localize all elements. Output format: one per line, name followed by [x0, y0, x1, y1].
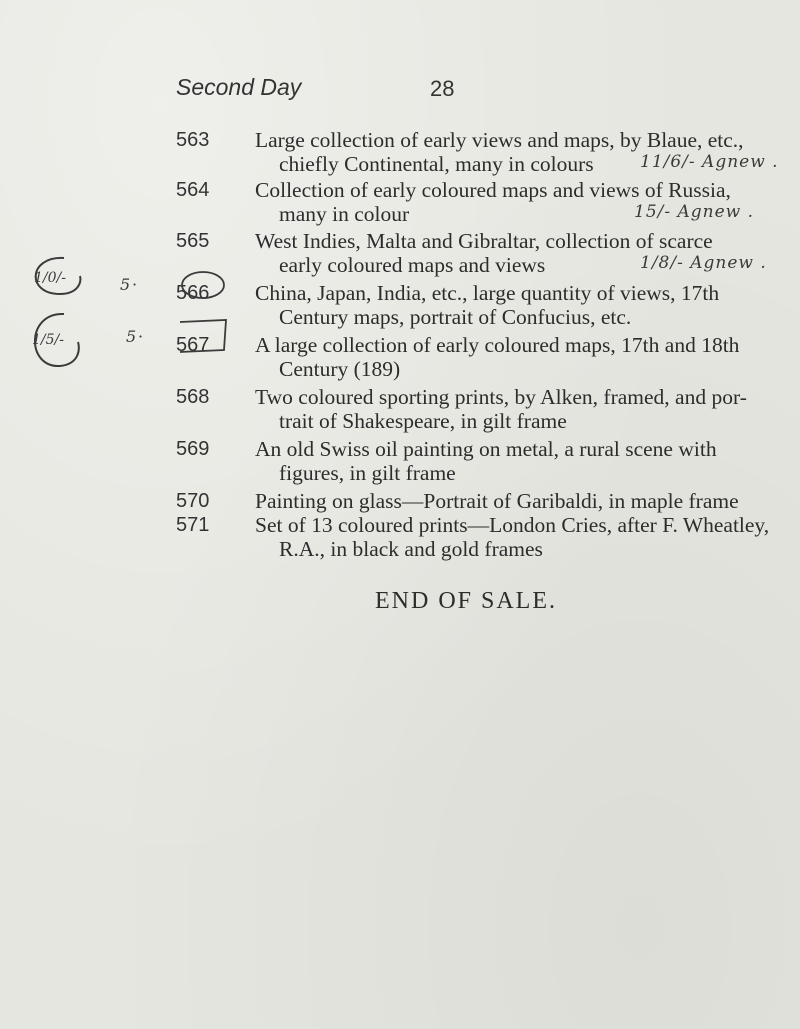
lot-description-line: Set of 13 coloured prints—London Cries, after F. Wheatley,: [255, 513, 770, 537]
ink-circle: [182, 272, 224, 298]
handwritten-price: 1/8/- Agnew .: [640, 253, 767, 273]
lot-description-line: An old Swiss oil painting on metal, a rural scene with: [255, 437, 717, 461]
lot-description-line: Large collection of early views and maps, by Blaue, etc.,: [255, 128, 744, 152]
page-number: 28: [430, 76, 455, 101]
lot-number: 568: [176, 386, 210, 408]
margin-note-text: 5: [126, 327, 137, 346]
lot-description-line: Two coloured sporting prints, by Alken, framed, and por-: [255, 385, 747, 409]
lot-description-line: many in colour: [279, 202, 410, 226]
lot-number: 565: [176, 230, 210, 252]
lot-description-line: figures, in gilt frame: [279, 461, 456, 485]
svg-text:·: ·: [138, 327, 144, 346]
lot-number: 564: [176, 179, 210, 201]
lot-number: 571: [176, 514, 210, 536]
lot-description: [255, 489, 800, 513]
ink-box: [180, 320, 226, 352]
lot-description: [255, 281, 800, 329]
lot-description-line: Collection of early coloured maps and views of Russia,: [255, 178, 731, 202]
lot-description-line: China, Japan, India, etc., large quantity of views, 17th: [255, 281, 720, 305]
svg-text:·: ·: [132, 275, 138, 294]
margin-note-text: 1/5/-: [32, 332, 64, 348]
lot-description: [255, 333, 800, 381]
lot-description-line: Century maps, portrait of Confucius, etc.: [279, 305, 632, 329]
lot-description: [255, 437, 800, 485]
margin-note-text: 5: [120, 275, 131, 294]
handwritten-price: 11/6/- Agnew .: [640, 152, 779, 172]
lot-description-line: R.A., in black and gold frames: [279, 537, 543, 561]
handwritten-price: 15/- Agnew .: [634, 202, 755, 222]
lot-number: 569: [176, 438, 210, 460]
handwritten-margin-notes: [20, 252, 240, 374]
lot-description-line: Painting on glass—Portrait of Garibaldi, in maple frame: [255, 489, 739, 513]
day-heading: Second Day: [176, 74, 302, 100]
lot-description-line: trait of Shakespeare, in gilt frame: [279, 409, 567, 433]
lot-number: 563: [176, 129, 210, 151]
lot-description-line: A large collection of early coloured maps, 17th and 18th: [255, 333, 740, 357]
lot-number: 567: [176, 334, 210, 356]
end-of-sale: END OF SALE.: [375, 588, 558, 614]
lot-description-line: Century (189): [279, 357, 401, 381]
lot-description-line: West Indies, Malta and Gibraltar, collection of scarce: [255, 229, 713, 253]
lot-number: 566: [176, 282, 210, 304]
lot-description: [255, 513, 800, 561]
margin-note-text: 1/0/-: [34, 270, 66, 286]
lot-description-line: chiefly Continental, many in colours: [279, 152, 594, 176]
page-header: [176, 74, 455, 110]
lot-description: [255, 385, 800, 433]
lot-description-line: early coloured maps and views: [279, 253, 546, 277]
lot-number: 570: [176, 490, 210, 512]
